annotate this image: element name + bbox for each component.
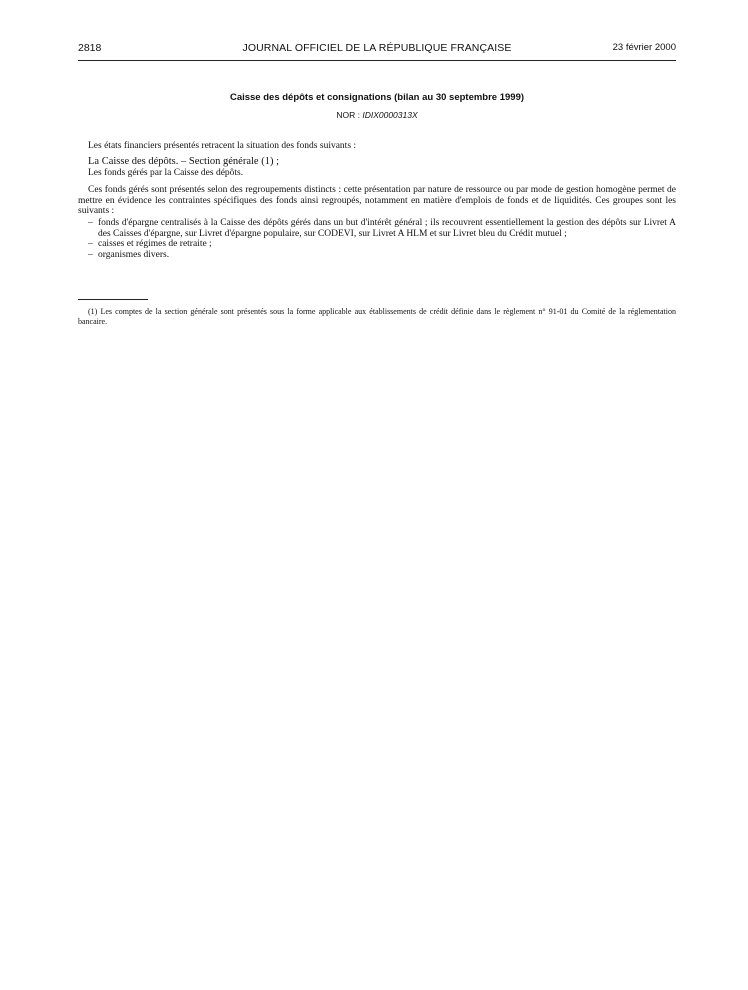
managed-funds-line: Les fonds gérés par la Caisse des dépôts. xyxy=(88,168,244,178)
list-item-text: fonds d'épargne centralisés à la Caisse des dépôts gérés dans un but d'intérêt général ; ils recouvrent essentiellement la gestion des dépôts sur Livret A des Caisses d'épargne, sur Livret d'épargne populaire, sur CODEVI, sur Livret A HLM et sur Livret bleu du Crédit mutuel ; xyxy=(98,218,676,239)
general-section-line: La Caisse des dépôts. – Section générale (1) ; xyxy=(88,156,279,167)
page-number: 2818 xyxy=(78,42,102,54)
list-item xyxy=(78,250,676,261)
list-item-text: caisses et régimes de retraite ; xyxy=(98,239,212,249)
running-header xyxy=(78,42,676,56)
list-dash: – xyxy=(88,218,93,228)
header-rule xyxy=(78,60,676,61)
list-item-text: organismes divers. xyxy=(98,249,170,260)
nor-label: NOR : xyxy=(336,110,360,120)
groups-paragraph: Ces fonds gérés sont présentés selon des regroupements distincts : cette présentation par nature de ressource ou par mode de gestion homogène permet de mettre en évidence les contraintes spécifiques des fonds ainsi regroupés, notamment en matière d'emplois de fonds et de liquidités. Ces groupes sont les suivants : xyxy=(78,185,676,216)
fund-groups-list xyxy=(78,218,676,260)
list-dash: – xyxy=(88,249,93,260)
nor-reference xyxy=(78,110,676,120)
footnote-rule xyxy=(78,299,148,300)
list-item xyxy=(78,218,676,239)
list-dash: – xyxy=(88,239,93,249)
intro-paragraph: Les états financiers présentés retracent la situation des fonds suivants : xyxy=(88,141,357,151)
footnote: (1) Les comptes de la section générale sont présentés sous la forme applicable aux établissements de crédit définie dans le règlement n° 91-01 du Comité de la réglementation bancaire. xyxy=(78,307,676,326)
nor-code: IDIX0000313X xyxy=(362,110,418,120)
journal-title: JOURNAL OFFICIEL DE LA RÉPUBLIQUE FRANÇAISE xyxy=(242,42,512,54)
list-item xyxy=(78,239,676,250)
issue-date: 23 février 2000 xyxy=(612,42,676,53)
article-title: Caisse des dépôts et consignations (bilan au 30 septembre 1999) xyxy=(229,92,525,103)
